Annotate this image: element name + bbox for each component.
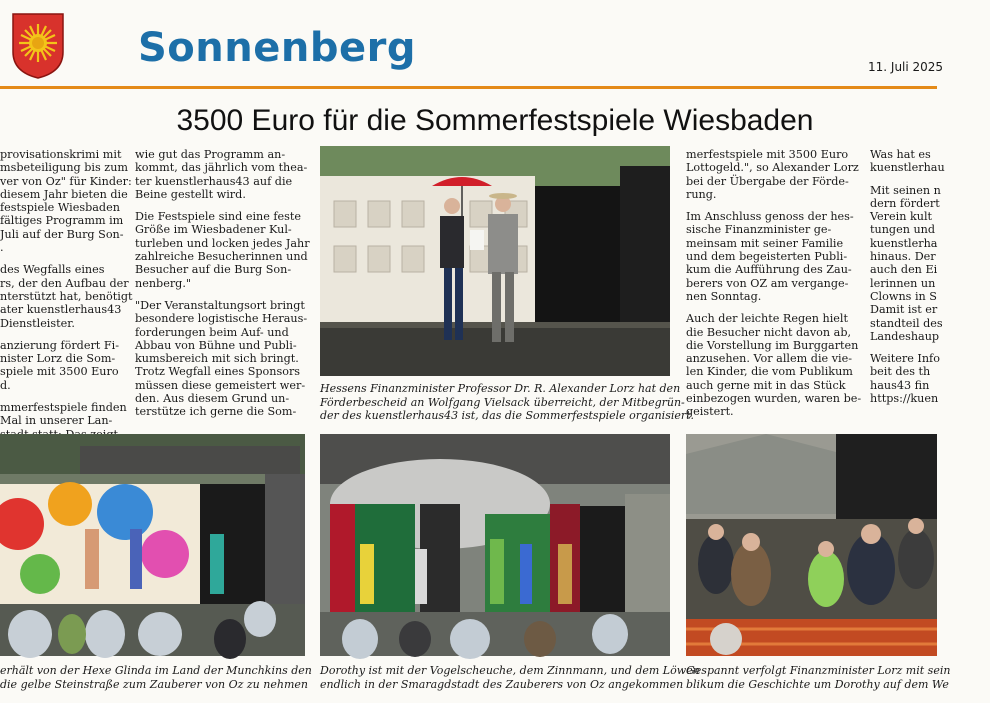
text-line: nister Lorz die Som- — [0, 352, 116, 366]
photo-caption-bottom-2 — [320, 664, 700, 691]
caption-line: erhält von der Hexe Glinda im Land der Munchkins den — [0, 664, 312, 677]
text-line: . — [0, 241, 4, 255]
issue-date: 11. Juli 2025 — [868, 60, 944, 74]
caption-line: Gespannt verfolgt Finanzminister Lorz mit sein — [686, 664, 951, 677]
text-line: geistert. — [686, 405, 734, 419]
text-line: Verein kult — [870, 210, 933, 224]
text-line: Beine gestellt wird. — [135, 187, 246, 201]
article-paragraph — [686, 148, 859, 201]
text-line: die Vorstellung im Burggarten — [686, 338, 859, 352]
text-line: ter kuenstlerhaus43 auf die — [135, 174, 293, 188]
text-line: Dienstleister. — [0, 316, 75, 330]
caption-line: Förderbescheid an Wolfgang Vielsack überreicht, der Mitbegrün- — [320, 395, 685, 409]
article-paragraph — [135, 148, 308, 201]
text-line: Auch der leichte Regen hielt — [686, 312, 848, 326]
text-line: auch den Ei — [870, 263, 938, 277]
text-line: nterstützt hat, benötigt — [0, 289, 133, 303]
article-column-4 — [870, 148, 945, 414]
text-line: lerinnen un — [870, 276, 936, 290]
text-line: meinsam mit seiner Familie — [686, 236, 844, 250]
article-paragraph — [686, 312, 862, 419]
text-line: spiele mit 3500 Euro — [0, 365, 119, 379]
text-line: Juli auf der Burg Son- — [0, 227, 124, 241]
text-line: besondere logistische Heraus- — [135, 312, 308, 326]
article-paragraph — [0, 148, 132, 255]
text-line: Mit seinen n — [870, 183, 941, 197]
text-line: mmerfestspiele finden — [0, 401, 127, 415]
article-column-2 — [135, 148, 310, 428]
photo-caption-bottom-3 — [686, 664, 951, 691]
text-line: bei der Übergabe der Förde- — [686, 174, 849, 188]
text-line: sische Finanzminister ge- — [686, 223, 832, 237]
photo-audience-minister — [686, 434, 937, 656]
text-line: nenberg." — [135, 276, 192, 290]
section-title: Sonnenberg — [138, 25, 416, 71]
text-line: dern fördert — [870, 196, 940, 210]
text-line: https://kuen — [870, 392, 939, 406]
text-line: rs, der den Aufbau der — [0, 276, 129, 290]
text-line: Abbau von Bühne und Publi- — [135, 338, 297, 352]
text-line: des Wegfalls eines — [0, 263, 105, 277]
article-paragraph — [870, 148, 945, 175]
text-line: wie gut das Programm an- — [135, 148, 286, 161]
text-line: einbezogen wurden, waren be- — [686, 392, 862, 406]
article-column-1 — [0, 148, 133, 450]
text-line: Mal in unserer Lan- — [0, 414, 113, 428]
article-column-3 — [686, 148, 862, 428]
text-line: haus43 fin — [870, 378, 930, 392]
text-line: berers von OZ am vergange- — [686, 276, 849, 290]
text-line: tungen und — [870, 223, 936, 237]
text-line: Clowns in S — [870, 289, 937, 303]
caption-line: die gelbe Steinstraße zum Zauberer von Oz zu nehmen — [0, 677, 308, 691]
text-line: Landeshaup — [870, 329, 940, 343]
text-line: zahlreiche Besucherinnen und — [135, 250, 308, 264]
header-rule — [0, 86, 937, 89]
text-line: turleben und locken jedes Jahr — [135, 236, 310, 250]
text-line: forderungen beim Auf- und — [135, 325, 289, 339]
text-line: msbeteiligung bis zum — [0, 161, 129, 175]
text-line: müssen diese gemeistert wer- — [135, 378, 306, 392]
coat-of-arms-icon — [11, 12, 65, 80]
caption-line: Dorothy ist mit der Vogelscheuche, dem Zinnmann, und dem Löwen — [320, 664, 700, 677]
text-line: diesem Jahr bieten die — [0, 187, 128, 201]
text-line: anzierung fördert Fi- — [0, 338, 119, 352]
text-line: kuenstlerhau — [870, 161, 945, 175]
photo-cheque-handover — [320, 146, 670, 376]
text-line: festspiele Wiesbaden — [0, 201, 120, 215]
text-line: standteil des — [870, 316, 943, 330]
text-line: kum die Aufführung des Zau- — [686, 263, 852, 277]
caption-line: endlich in der Smaragdstadt des Zauberers von Oz angekommen — [320, 677, 684, 691]
text-line: terstütze ich gerne die Som- — [135, 405, 297, 419]
article-paragraph — [686, 210, 856, 303]
text-line: fältiges Programm im — [0, 214, 124, 228]
article-headline: 3500 Euro für die Sommerfestspiele Wiesbaden — [176, 104, 814, 137]
text-line: nen Sonntag. — [686, 289, 762, 303]
article-paragraph — [870, 352, 940, 406]
text-line: Besucher auf die Burg Son- — [135, 263, 292, 277]
caption-line: der des kuenstlerhaus43 ist, das die Sommerfestspiele organisiert. — [320, 409, 695, 422]
text-line: "Der Veranstaltungsort bringt — [135, 298, 305, 312]
caption-line: Hessens Finanzminister Professor Dr. R. Alexander Lorz hat den — [320, 382, 681, 395]
text-line: Weitere Info — [870, 352, 940, 366]
text-line: kumsbereich mit sich bringt. — [135, 352, 299, 366]
photo-stage-munchkin-land — [0, 434, 305, 656]
article-paragraph — [0, 263, 133, 330]
caption-line: blikum die Geschichte um Dorothy auf dem We — [686, 677, 949, 691]
text-line: den. Aus diesem Grund un- — [135, 392, 290, 406]
text-line: len Kinder, die vom Publikum — [686, 365, 853, 379]
text-line: provisationskrimi mit — [0, 148, 122, 161]
text-line: ver von Oz" für Kinder: — [0, 174, 132, 188]
text-line: hinaus. Der — [870, 250, 936, 264]
photo-caption-main — [320, 382, 695, 423]
text-line: Die Festspiele sind eine feste — [135, 210, 302, 224]
text-line: Trotz Wegfall eines Sponsors — [135, 365, 301, 379]
text-line: Im Anschluss genoss der hes- — [686, 210, 854, 224]
text-line: merfestspiele mit 3500 Euro — [686, 148, 849, 161]
text-line: beit des th — [870, 365, 931, 379]
photo-caption-bottom-1 — [0, 664, 312, 691]
text-line: rung. — [686, 187, 717, 201]
text-line: und dem begeisterten Publi- — [686, 250, 848, 264]
text-line: kommt, das jährlich vom thea- — [135, 161, 308, 175]
text-line: die Besucher nicht davon ab, — [686, 325, 852, 339]
article-paragraph — [135, 210, 310, 290]
text-line: d. — [0, 378, 11, 392]
article-paragraph — [0, 339, 120, 392]
text-line: Lottogeld.", so Alexander Lorz — [686, 161, 859, 175]
text-line: auch gerne mit in das Stück — [686, 378, 846, 392]
text-line: Damit ist er — [870, 303, 938, 317]
photo-stage-emerald-city — [320, 434, 670, 656]
text-line: Größe im Wiesbadener Kul- — [135, 223, 292, 237]
text-line: Was hat es — [870, 148, 931, 161]
text-line: anzusehen. Vor allem die vie- — [686, 352, 852, 366]
article-paragraph — [135, 298, 308, 419]
article-paragraph — [870, 183, 943, 344]
text-line: ater kuenstlerhaus43 — [0, 303, 122, 317]
text-line: kuenstlerha — [870, 236, 938, 250]
